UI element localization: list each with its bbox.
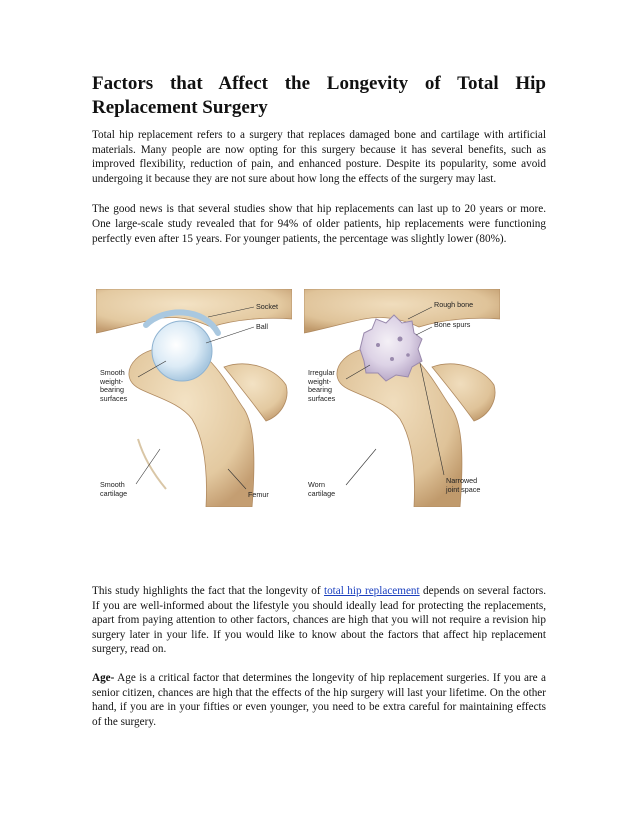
label-femur: Femur xyxy=(248,490,269,499)
paragraph-factors-text-start: This study highlights the fact that the longevity of xyxy=(92,585,324,597)
label-socket: Socket xyxy=(256,302,278,311)
healthy-hip-panel xyxy=(96,289,292,507)
label-smooth-cartilage: Smooth cartilage xyxy=(100,480,128,498)
hip-joint-illustration xyxy=(94,289,534,573)
label-rough-bone: Rough bone xyxy=(434,300,474,309)
document-body-lower xyxy=(92,584,546,729)
paragraph-factors xyxy=(92,584,546,657)
total-hip-replacement-link[interactable]: total hip replacement xyxy=(323,585,420,597)
age-term: Age- xyxy=(92,671,115,684)
paragraph-age xyxy=(92,671,546,729)
label-irregular-surfaces: Irregular weight- bearing surfaces xyxy=(308,368,336,403)
paragraph-age-text: Age is a critical factor that determines the longevity of hip replacement surgeries. If you are a senior citizen, chances are high that the effects of the hip surgery will last your lifetime. On the other hand, if you are in your fifties or even younger, you need to be extra careful for maintaining effects of the surgery. xyxy=(92,671,546,728)
arthritic-hip-panel xyxy=(304,289,500,507)
paragraph-intro: Total hip replacement refers to a surgery that replaces damaged bone and cartilage with artificial materials. Many people are now opting for this surgery because it has several benefits, such as improved flexibility, reduction of pain, and enhanced posture. Despite its popularity, some avoid undergoing it because they are not sure about how long the effects of the surgery may last. xyxy=(92,129,546,185)
label-worn-cartilage: Worn cartilage xyxy=(308,480,336,498)
paragraph-studies: The good news is that several studies show that hip replacements can last up to 20 years or more. One large-scale study revealed that for 94% of older patients, hip replacements were functioning perfectly even after 15 years. For younger patients, the percentage was slightly lower (80%). xyxy=(92,203,546,245)
paragraph-factors-text-end: depends on several factors. If you are well-informed about the lifestyle you should ideally lead for protecting the replacements, apart from paying attention to other factors, chances are high that you will not require a revision hip surgery later in your life. If you would like to know about the factors that affect hip replacement surgery, read on. xyxy=(92,585,547,656)
document-page xyxy=(92,72,546,246)
label-bone-spurs: Bone spurs xyxy=(434,320,471,329)
label-ball: Ball xyxy=(256,322,268,331)
label-narrowed-joint: Narrowed joint space xyxy=(446,476,481,494)
label-smooth-surfaces: Smooth weight- bearing surfaces xyxy=(100,368,128,403)
article-title: Factors that Affect the Longevity of Total Hip Replacement Surgery xyxy=(92,73,546,118)
